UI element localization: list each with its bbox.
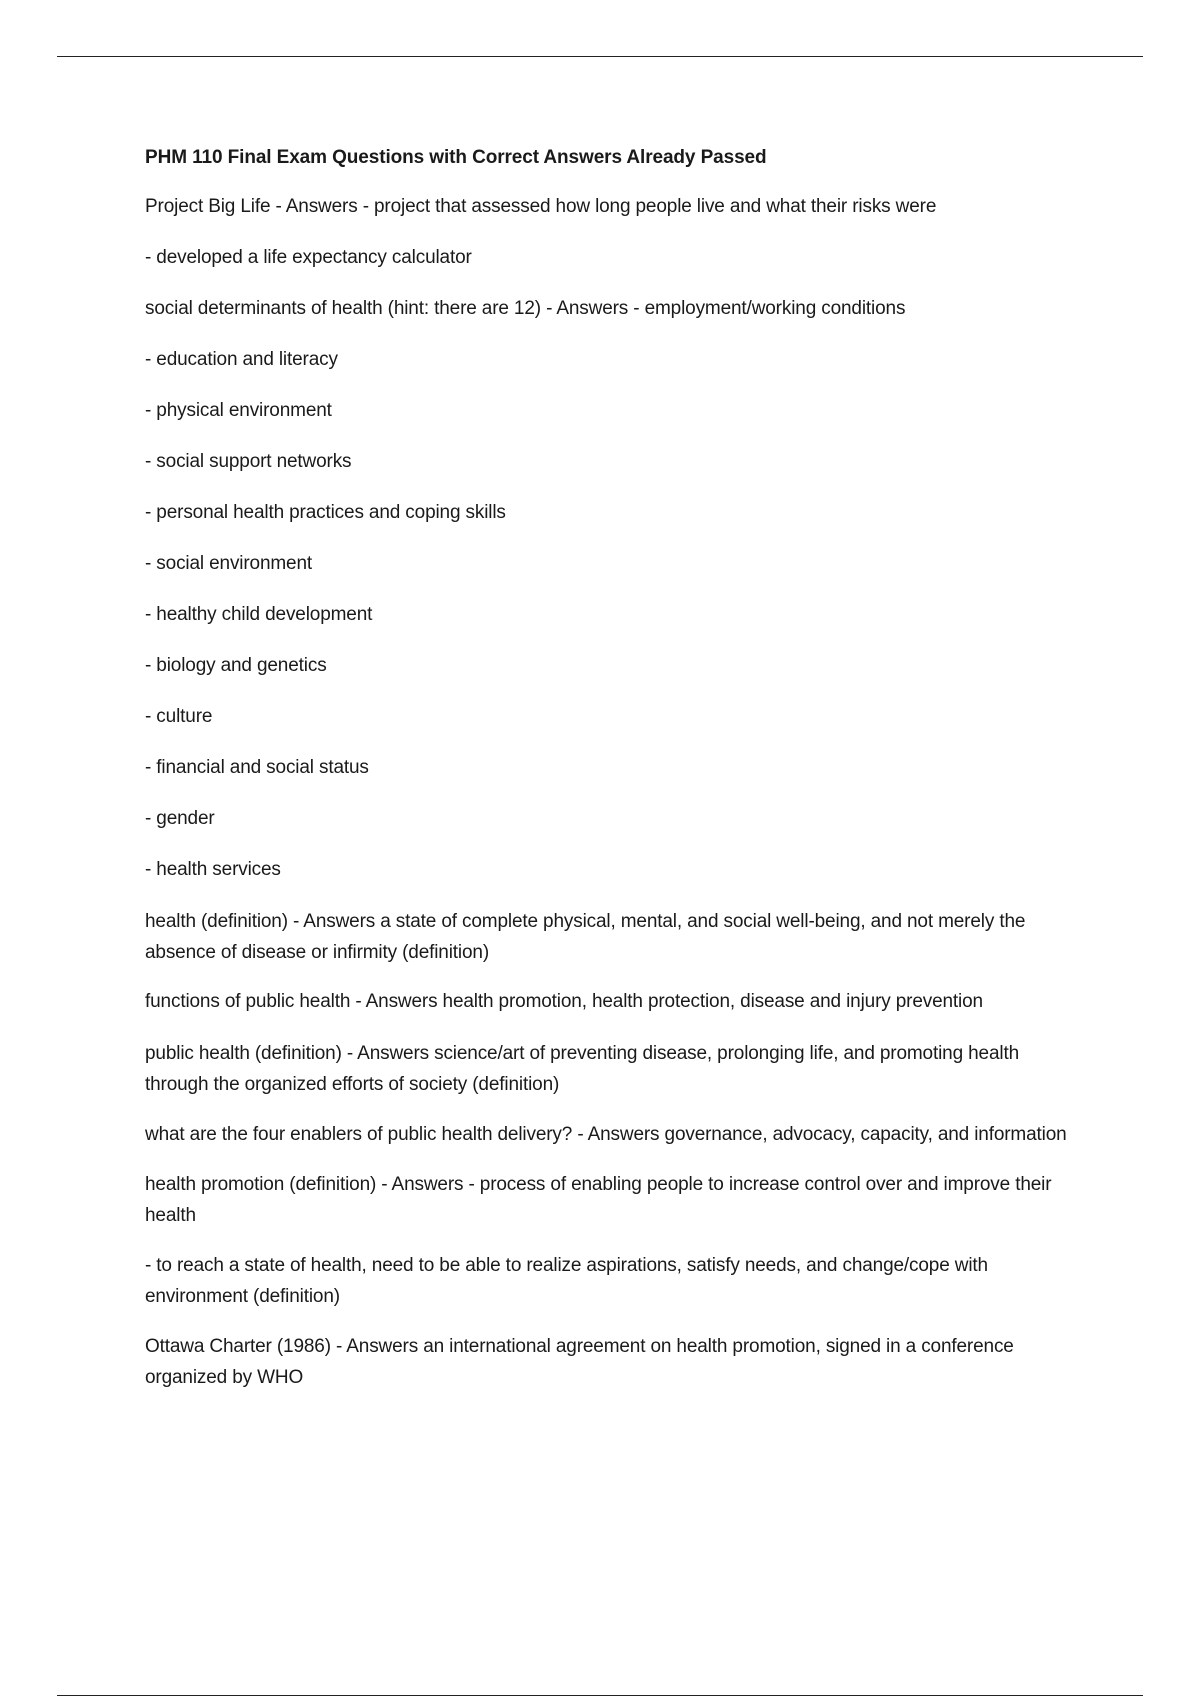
list-item: - culture <box>145 706 213 727</box>
document-body <box>145 144 1085 1412</box>
document-title: PHM 110 Final Exam Questions with Correct Answers Already Passed <box>145 147 767 168</box>
list-item: - education and literacy <box>145 349 338 370</box>
paragraph: social determinants of health (hint: there are 12) - Answers - employment/working conditions <box>145 298 906 319</box>
list-item: - social environment <box>145 553 313 574</box>
paragraph: health promotion (definition) - Answers - process of enabling people to increase control over and improve their health <box>145 1174 1052 1226</box>
paragraph: what are the four enablers of public health delivery? - Answers governance, advocacy, capacity, and information <box>145 1124 1067 1145</box>
footer-rule <box>57 1695 1143 1696</box>
paragraph: Project Big Life - Answers - project that assessed how long people live and what their risks were <box>145 196 937 217</box>
paragraph: public health (definition) - Answers science/art of preventing disease, prolonging life, and promoting health through the organized efforts of society (definition) <box>145 1043 1020 1095</box>
list-item: - healthy child development <box>145 604 373 625</box>
paragraph: functions of public health - Answers health promotion, health protection, disease and injury prevention <box>145 991 983 1012</box>
header-rule <box>57 56 1143 57</box>
paragraph: - developed a life expectancy calculator <box>145 247 472 268</box>
paragraph: health (definition) - Answers a state of complete physical, mental, and social well-being, and not merely the absence of disease or infirmity (definition) <box>145 911 1026 963</box>
list-item: - physical environment <box>145 400 332 421</box>
list-item: - gender <box>145 808 215 829</box>
list-item: - social support networks <box>145 451 352 472</box>
paragraph: Ottawa Charter (1986) - Answers an international agreement on health promotion, signed in a conference organized by WHO <box>145 1336 1014 1388</box>
list-item: - personal health practices and coping skills <box>145 502 506 523</box>
list-item: - health services <box>145 859 281 880</box>
list-item: - biology and genetics <box>145 655 327 676</box>
paragraph: - to reach a state of health, need to be able to realize aspirations, satisfy needs, and change/cope with environment (definition) <box>145 1255 988 1307</box>
list-item: - financial and social status <box>145 757 369 778</box>
